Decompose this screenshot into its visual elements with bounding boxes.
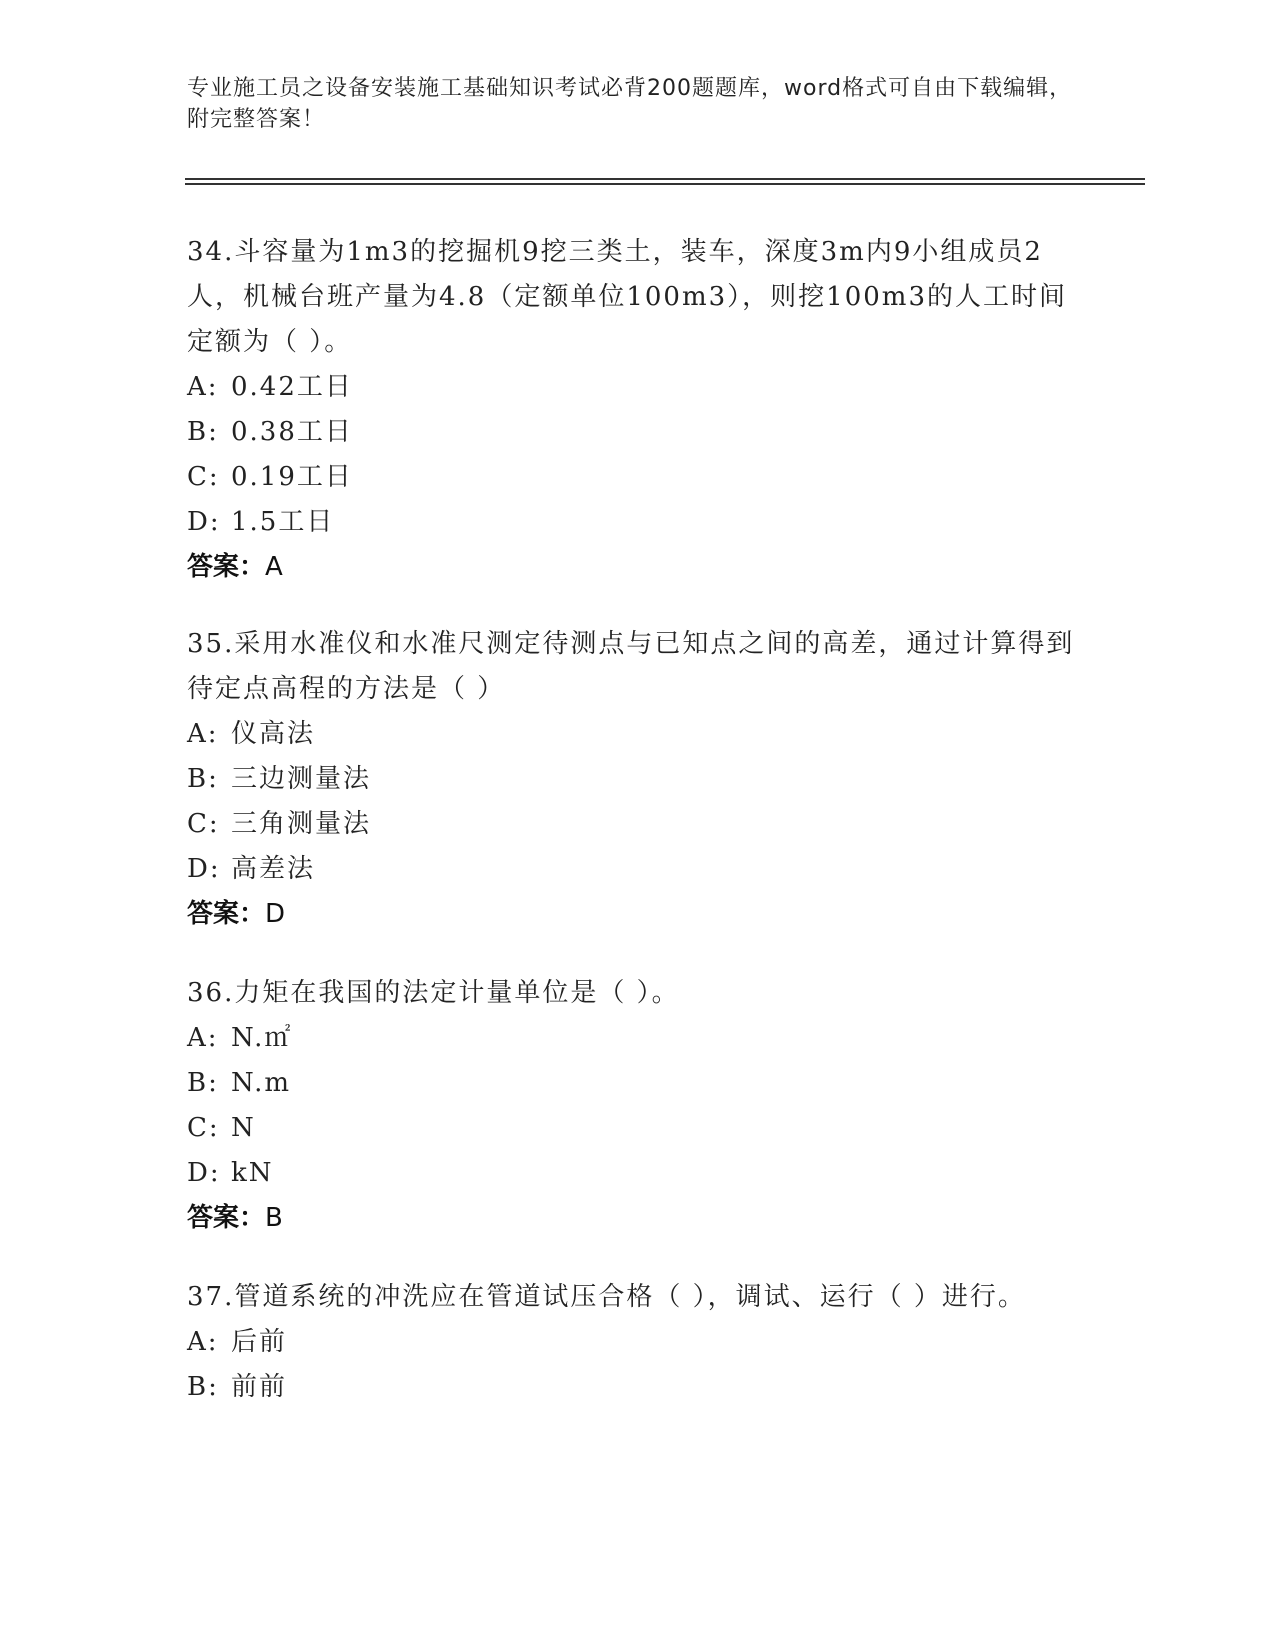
option-d [187,1151,1087,1196]
option-text: 仪高法 [231,719,316,749]
option-label: A: [187,372,219,402]
option-label: A: [187,1327,219,1357]
option-label: A: [187,719,219,749]
option-label: D: [187,1158,221,1188]
header-rule-bottom [185,183,1145,185]
option-c [187,802,1087,847]
option-b [187,410,1087,455]
option-text: kN [231,1158,274,1188]
option-c [187,1106,1087,1151]
option-label: C: [187,809,220,839]
answer-line [187,892,1087,937]
option-label: D: [187,854,221,884]
option-label: C: [187,462,220,492]
question-stem: 35.采用水准仪和水准尺测定待测点与已知点之间的高差，通过计算得到待定点高程的方法是（ ） [187,629,1075,704]
option-text: 1.5工日 [231,507,335,537]
option-b [187,1061,1087,1106]
question-37 [187,1275,1087,1410]
question-stem: 36.力矩在我国的法定计量单位是（ ）。 [187,978,680,1008]
answer-label: 答案： [187,552,266,582]
header-text: 专业施工员之设备安装施工基础知识考试必背200题题库，word格式可自由下载编辑，附完整答案！ [187,76,1073,132]
answer-value: D [265,899,286,929]
option-a [187,1016,1087,1061]
option-text: 高差法 [231,854,316,884]
option-a [187,712,1087,757]
option-label: B: [187,764,219,794]
option-text: 三角测量法 [231,809,372,839]
answer-label: 答案： [187,1203,266,1233]
option-text: 后前 [231,1327,288,1357]
option-b [187,1365,1087,1410]
question-34 [187,230,1087,590]
option-d [187,500,1087,545]
option-text: N [231,1113,256,1143]
option-label: C: [187,1113,220,1143]
option-label: B: [187,1068,219,1098]
answer-value: A [265,552,283,582]
question-stem: 34.斗容量为1m3的挖掘机9挖三类土，装车，深度3m内9小组成员2人，机械台班产量为4.8（定额单位100m3），则挖100m3的人工时间定额为（ ）。 [187,237,1067,357]
option-a [187,365,1087,410]
option-text: 0.19工日 [231,462,353,492]
question-stem: 37.管道系统的冲洗应在管道试压合格（ ），调试、运行（ ）进行。 [187,1282,1026,1312]
header-rule-top [185,178,1145,180]
option-c [187,455,1087,500]
option-label: B: [187,417,219,447]
answer-line [187,1196,1087,1241]
option-label: A: [187,1023,219,1053]
option-a [187,1320,1087,1365]
option-text: 0.38工日 [231,417,353,447]
answer-value: B [265,1203,283,1233]
option-text: 0.42工日 [231,372,353,402]
option-label: D: [187,507,221,537]
answer-label: 答案： [187,899,266,929]
question-35 [187,622,1087,937]
document-header [187,73,1087,135]
option-d [187,847,1087,892]
option-label: B: [187,1372,219,1402]
option-text: 前前 [231,1372,288,1402]
option-text: 三边测量法 [231,764,372,794]
option-text: N.m [231,1068,292,1098]
answer-line [187,545,1087,590]
question-36 [187,971,1087,1241]
option-b [187,757,1087,802]
option-text: N.㎡ [231,1023,293,1053]
